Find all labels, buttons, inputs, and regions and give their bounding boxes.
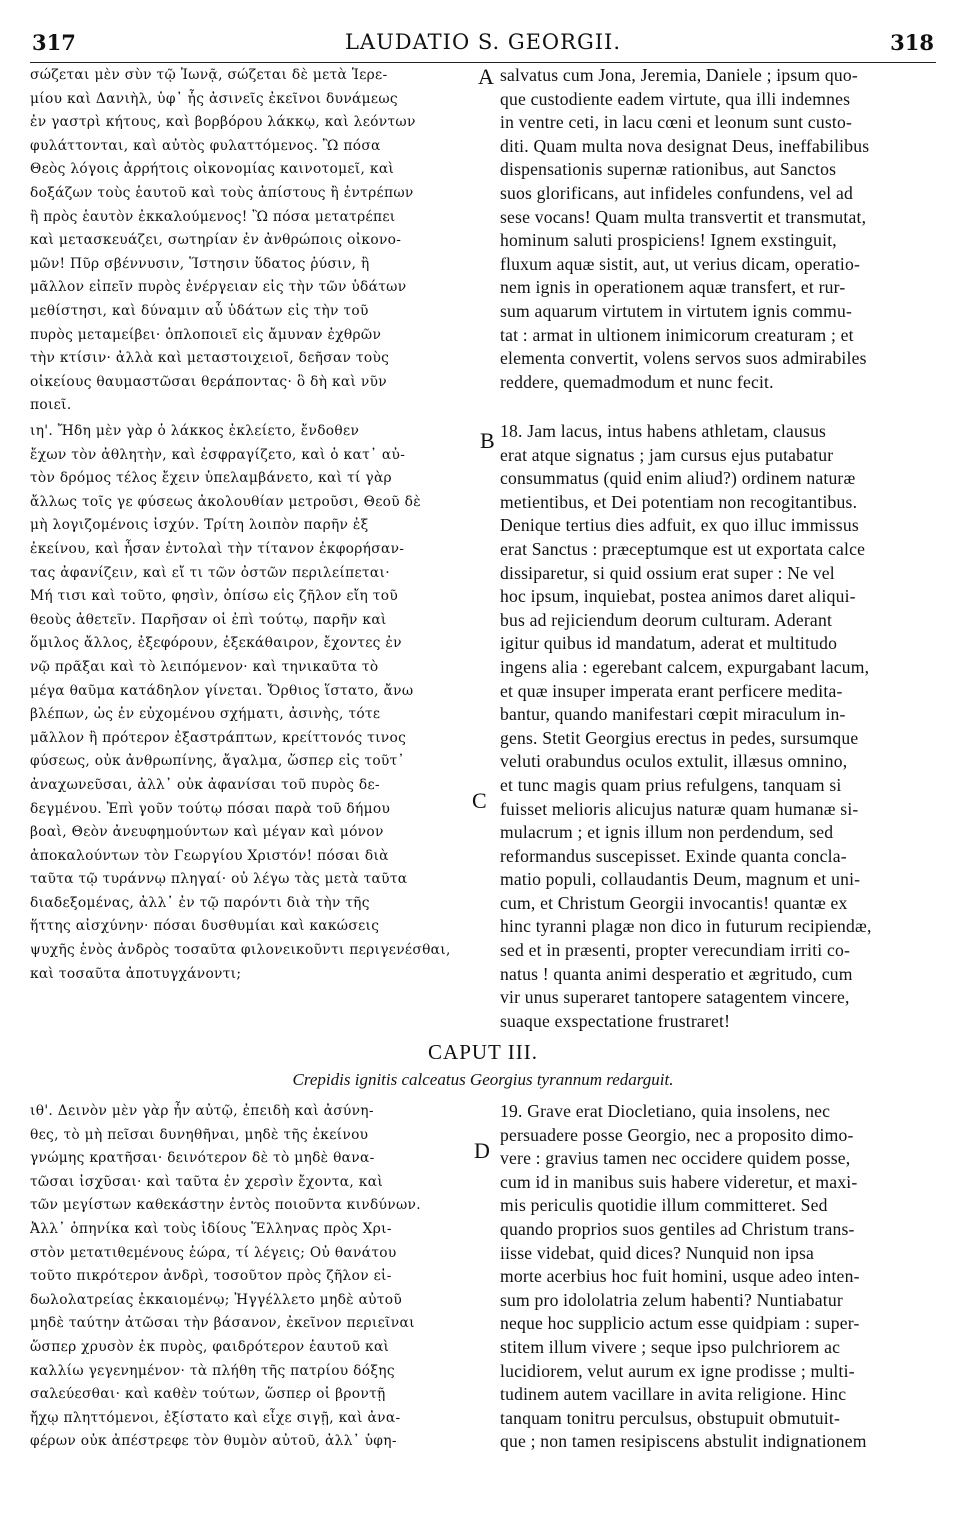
latin-text-line: sed et in præsenti, propter verecundiam irriti co- (500, 940, 851, 961)
section-marker-d: D (474, 1138, 490, 1163)
section-marker-a: A (478, 64, 494, 89)
greek-text-line: τῶν μεγίστων καθεκάστην ἐντὸς ποιοῦντα κινδύνων. (30, 1197, 421, 1214)
latin-text-line: nem ignis in operationem aquæ transfert, et rur- (500, 277, 846, 298)
greek-text-line: στὸν μετατιθεμένους ἑώρα, τί λέγεις; Οὐ θανάτου (30, 1244, 397, 1261)
chapter-subtitle: Crepidis ignitis calceatus Georgius tyrannum redarguit. (292, 1070, 674, 1089)
latin-text-line: bus ad rejiciendum deorum culturam. Aderant (500, 609, 833, 630)
latin-text-line: tanquam tonitru perculsus, obstupuit obmutuit- (500, 1407, 841, 1428)
greek-text-line: Μή τισι καὶ τοῦτο, φησὶν, ὀπίσω εἰς ζῆλον εἴη τοῦ (30, 588, 399, 605)
greek-text-line: ψυχῆς ἑνὸς ἀνδρὸς τοσαῦτα φιλονεικοῦντι περιγενέσθαι, (30, 942, 451, 959)
latin-column-block-1 (500, 64, 936, 394)
greek-text-line: ὅμιλος ἄλλος, ἐξεφόρουν, ἐξεκάθαιρον, ἔχοντες ἐν (30, 635, 402, 652)
latin-text-line: que ; non tamen resipiscens abstulit indignationem (500, 1431, 867, 1452)
greek-text-line: μᾶλλον εἰπεῖν πυρὸς ἐνέργειαν εἰς τὴν τῶν ὑδάτων (30, 279, 407, 296)
greek-text-line: ἥττης αἰσχύνην· πόσαι δυσθυμίαι καὶ κακώσεις (30, 918, 380, 935)
greek-text-line: μέγα θαῦμα κατάδηλον γίνεται. Ὄρθιος ἵστατο, ἄνω (30, 682, 414, 699)
latin-text-line: hinc tyranni plagæ non dico in futurum recipiendæ, (500, 916, 872, 937)
section-marker-b: B (480, 428, 495, 453)
greek-text-line: πυρὸς μεταμείβει· ὁπλοποιεῖ εἰς ἄμυναν ἐχθρῶν (30, 326, 382, 343)
latin-text-line: cum, et Christum Georgii invocantis! quantæ ex (500, 892, 848, 913)
latin-column-block-2 (500, 420, 936, 1033)
latin-text-line: 18. Jam lacus, intus habens athletam, clausus (500, 421, 827, 441)
latin-text-line: quando proprios suos gentiles ad Christum trans- (500, 1218, 855, 1239)
greek-text-line: φύσεως, οὐκ ἀνθρωπίνης, ἄγαλμα, ὥσπερ εἰς τοῦτ᾽ (30, 753, 405, 770)
greek-text-line: τῶσαι ἰσχῦσαι· καὶ ταῦτα ἐν χερσὶν ἔχοντα, καὶ (30, 1173, 384, 1190)
latin-text-line: tudinem autem vacillare in avita religione. Hinc (500, 1384, 847, 1405)
greek-text-line: φέρων οὐκ ἀπέστρεφε τὸν θυμὸν αὐτοῦ, ἀλλ᾽ ὑφη- (30, 1433, 397, 1450)
greek-text-line: σαλεύεσθαι· καὶ καθὲν τούτων, ὥσπερ οἱ βροντῇ (30, 1386, 386, 1403)
latin-text-line: hoc ipsum, inquiebat, postea animos daret aliqui- (500, 586, 856, 607)
latin-text-line: natus ! quanta animi desperatio et ægritudo, cum (500, 963, 853, 984)
latin-text-line: bantur, quando manifestari cœpit miraculum in- (500, 704, 846, 725)
greek-text-line: ιη'. Ἤδη μὲν γὰρ ὁ λάκκος ἐκλείετο, ἔνδοθεν (30, 423, 360, 439)
greek-column-block-1 (30, 64, 485, 418)
greek-text-line: τας ἀφανίζειν, καὶ εἴ τι τῶν ὀστῶν περιλείπεται· (30, 564, 390, 581)
greek-text-line: ιθ'. Δεινὸν μὲν γὰρ ἦν αὐτῷ, ἐπειδὴ καὶ ἀσύνη- (30, 1103, 374, 1119)
greek-text-line: μῶν! Πῦρ σβέννυσιν, Ἵστησιν ὕδατος ῥύσιν, ἢ (30, 255, 370, 272)
latin-text-line: elementa convertit, volens servos suos admirabiles (500, 348, 867, 369)
latin-text-line: dispensationis supernæ rationibus, aut Sanctos (500, 159, 837, 180)
latin-text-line: stitem illum vivere ; seque ipso pulchriorem ac (500, 1336, 841, 1357)
greek-column-block-2 (30, 420, 485, 986)
page-number-right: 318 (890, 30, 934, 55)
greek-text-line: ἐν γαστρὶ κήτους, καὶ βορβόρου λάκκῳ, καὶ λεόντων (30, 114, 416, 131)
section-marker-c: C (472, 788, 487, 813)
latin-text-line: veluti orabundus oculos extulit, illæsus omnino, (500, 751, 848, 772)
latin-text-line: et tunc magis quam prius refulgens, tanquam si (500, 774, 842, 795)
greek-text-line: βλέπων, ὡς ἐν εὐχομένου σχήματι, ἀσινὴς, τότε (30, 706, 381, 723)
greek-text-line: δωλολατρείας ἐκκαιομένῳ; Ἠγγέλλετο μηδὲ αὐτοῦ (30, 1291, 403, 1308)
greek-text-line: βοαὶ, Θεὸν ἀνευφημούντων καὶ μέγαν καὶ μόνον (30, 824, 384, 841)
latin-text-line: et quæ insuper imperata erant perficere medita- (500, 680, 843, 701)
latin-text-line: 19. Grave erat Diocletiano, quia insolens, nec (500, 1101, 831, 1121)
greek-text-line: Ἀλλ᾽ ὁπηνίκα καὶ τοὺς ἰδίους Ἕλληνας πρὸς Χρι- (30, 1220, 392, 1237)
greek-column-block-3 (30, 1100, 470, 1454)
greek-text-line: καλλίω γεγενημένον· τὰ πλήθη τῆς πατρίου δόξης (30, 1362, 395, 1379)
latin-text-line: que custodiente eadem virtute, qua illi indemnes (500, 88, 851, 109)
greek-text-line: φυλάττονται, καὶ αὐτὸς φυλαττόμενος. Ὢ πόσα (30, 137, 381, 154)
greek-text-line: δεγμένου. Ἐπὶ γοῦν τούτῳ πόσαι παρὰ τοῦ δήμου (30, 800, 391, 817)
greek-text-line: ταῦτα τῷ τυράννῳ πληγαί· οὐ λέγω τὰς μετὰ ταῦτα (30, 871, 408, 888)
latin-text-line: Denique tertius dies adfuit, ex quo illuc immissus (500, 515, 859, 536)
latin-text-line: matio populi, collaudantis Deum, magnum et uni- (500, 869, 861, 890)
greek-text-line: τὴν κτίσιν· ἀλλὰ καὶ μεταστοιχειοῖ, δεῆσαν τοὺς (30, 350, 390, 367)
latin-text-line: erat atque signatus ; jam cursus ejus putabatur (500, 444, 834, 465)
greek-text-line: ἐκείνου, καὶ ἦσαν ἐντολαὶ τὴν τίτανον ἐκφορήσαν- (30, 540, 405, 557)
greek-text-line: ἢ πρὸς ἑαυτὸν ἐκκαλούμενος! Ὢ πόσα μετατρέπει (30, 208, 396, 225)
greek-text-line: οἰκείους θαυμαστῶσαι θεράποντας· ὃ δὴ καὶ νῦν (30, 373, 387, 390)
latin-text-line: suos glorificans, aut infideles confundens, vel ad (500, 182, 853, 203)
greek-text-line: θες, τὸ μὴ πεῖσαι δυνηθῆναι, μηδὲ τῆς ἐκείνου (30, 1126, 369, 1143)
page-header (30, 26, 936, 63)
latin-column-block-3 (500, 1100, 936, 1454)
greek-text-line: μηδὲ ταύτην ἀτῶσαι τὴν βάσανον, ἐκεῖνον περιεῖναι (30, 1315, 415, 1332)
greek-text-line: καὶ μετασκευάζει, σωτηρίαν ἐν ἀνθρώποις οἰκονο- (30, 232, 402, 249)
latin-text-line: mis periculis quotidie illum committeret. Sed (500, 1195, 828, 1216)
latin-text-line: cum id in manibus suis habere videretur, et maxi- (500, 1171, 858, 1192)
greek-text-line: δοξάζων τοὺς ἑαυτοῦ καὶ τοὺς ἀπίστους ἢ ἐντρέπων (30, 184, 414, 201)
greek-text-line: ὥσπερ χρυσὸν ἐκ πυρὸς, φαιδρότερον ἑαυτοῦ καὶ (30, 1338, 390, 1355)
greek-text-line: μίου καὶ Δανιὴλ, ὑφ᾽ ἧς ἀσινεῖς ἐκεῖνοι δυνάμεως (30, 90, 398, 107)
greek-text-line: ἔχων τὸν ἀθλητὴν, καὶ ἐσφραγίζετο, καὶ ὁ κατ᾽ αὐ- (30, 446, 406, 463)
latin-text-line: vir unus superaret tantopere satagentem vincere, (500, 987, 850, 1008)
latin-text-line: lucidiorem, velut aurum ex igne prodisse ; multi- (500, 1360, 855, 1381)
latin-text-line: dissiparetur, si quid ossium erat super : Ne vel (500, 562, 835, 583)
latin-text-line: consummatus (quid enim aliud?) ordinem naturæ (500, 468, 856, 489)
greek-text-line: μᾶλλον ἢ πρότερον ἐξαστράπτων, κρείττονός τινος (30, 729, 407, 746)
greek-text-line: τοῦτο πικρότερον ἀνδρὶ, τοσοῦτον πρὸς ζῆλον εἰ- (30, 1268, 392, 1285)
latin-text-line: igitur quibus id mandatum, aderat et multitudo (500, 633, 838, 654)
latin-text-line: diti. Quam multa nova designat Deus, ineffabilibus (500, 135, 870, 156)
latin-text-line: sese vocans! Quam multa transvertit et transmutat, (500, 206, 867, 227)
greek-text-line: ποιεῖ. (30, 397, 72, 414)
latin-text-line: gens. Stetit Georgius erectus in pedes, sursumque (500, 727, 859, 748)
latin-text-line: salvatus cum Jona, Jeremia, Daniele ; ipsum quo- (500, 65, 858, 85)
latin-text-line: sum aquarum virtutem in virtutem ignis commu- (500, 300, 853, 321)
latin-text-line: fluxum aquæ sistit, aut, ut verius dicam, operatio- (500, 253, 861, 274)
latin-text-line: reddere, quemadmodum et nunc fecit. (500, 371, 774, 392)
latin-text-line: in ventre ceti, in lacu cœni et leonum sunt custo- (500, 112, 853, 133)
greek-text-line: καὶ τοσαῦτα ἀποτυγχάνοντι; (30, 965, 242, 982)
latin-text-line: erat Sanctus : præceptumque est ut exportata calce (500, 538, 866, 559)
latin-text-line: tat : armat in ultionem inimicorum creaturam ; et (500, 324, 854, 345)
greek-text-line: ἤχῳ πληττόμενοι, ἐξίστατο καὶ εἶχε σιγῇ, καὶ ἀνα- (30, 1409, 401, 1426)
greek-text-line: γνώμης κρατῆσαι· δεινότερον δὲ τὸ μηδὲ θανα- (30, 1150, 375, 1167)
latin-text-line: suaque exspectatione frustraret! (500, 1010, 731, 1031)
latin-text-line: ingens alia : egerebant calcem, expurgabant lacum, (500, 656, 870, 677)
greek-text-line: μεθίστησι, καὶ δύναμιν αὖ ὑδάτων εἰς τὴν τοῦ (30, 302, 369, 319)
latin-text-line: reformandus suscepisset. Exinde quanta concla- (500, 845, 847, 866)
greek-text-line: σώζεται μὲν σὺν τῷ Ἰωνᾷ, σώζεται δὲ μετὰ Ἱερε- (30, 67, 388, 83)
running-title: LAUDATIO S. GEORGII. (344, 30, 622, 54)
greek-text-line: θεοὺς ἀθετεῖν. Παρῆσαν οἱ ἐπὶ τούτῳ, παρῆν καὶ (30, 611, 387, 628)
greek-text-line: Θεὸς λόγοις ἀρρήτοις οἰκονομίας καινοτομεῖ, καὶ (30, 161, 395, 178)
latin-text-line: metientibus, et Dei potentiam non recogitantibus. (500, 491, 858, 512)
greek-text-line: διαδεξομένας, ἀλλ᾽ ἐν τῷ παρόντι διὰ τὴν τῆς (30, 894, 370, 911)
latin-text-line: fuisset melioris alicujus naturæ quam humanæ si- (500, 798, 859, 819)
page-number-left: 317 (32, 30, 76, 55)
greek-text-line: τὸν δρόμος τέλος ἔχειν ὑπελαμβάνετο, καὶ τί γὰρ (30, 470, 392, 487)
latin-text-line: vere : gravius tamen nec occidere quidem posse, (500, 1148, 851, 1169)
latin-text-line: neque hoc supplicio actum esse quidpiam : super- (500, 1313, 860, 1334)
latin-text-line: hominum saluti prospiciens! Ignem exstinguit, (500, 230, 837, 251)
greek-text-line: μὴ λογιζομένοις ἰσχύν. Τρίτη λοιπὸν παρῆν ἐξ (30, 517, 369, 534)
latin-text-line: persuadere posse Georgio, nec a proposito dimo- (500, 1124, 854, 1145)
latin-text-line: mulacrum ; et ignis illum non perdendum, sed (500, 822, 834, 843)
chapter-title: CAPUT III. (428, 1040, 538, 1064)
latin-text-line: morte acerbius hoc fuit homini, usque adeo inten- (500, 1266, 860, 1287)
greek-text-line: νῷ πρᾶξαι καὶ τὸ λειπόμενον· καὶ τηνικαῦτα τὸ (30, 658, 379, 675)
latin-text-line: sum pro idololatria zelum habenti? Nuntiabatur (500, 1289, 843, 1310)
greek-text-line: ἀποκαλούντων τὸν Γεωργίου Χριστόν! πόσαι διὰ (30, 847, 389, 864)
greek-text-line: ἀναχωνεῦσαι, ἀλλ᾽ οὐκ ἀφανίσαι τοῦ πυρὸς δε- (30, 776, 380, 793)
greek-text-line: ἄλλως τοῖς γε φύσεως ἀκολουθίαν μετροῦσι, Θεοῦ δὲ (30, 493, 421, 510)
latin-text-line: iisse videbat, quid dices? Nunquid non ipsa (500, 1242, 814, 1263)
